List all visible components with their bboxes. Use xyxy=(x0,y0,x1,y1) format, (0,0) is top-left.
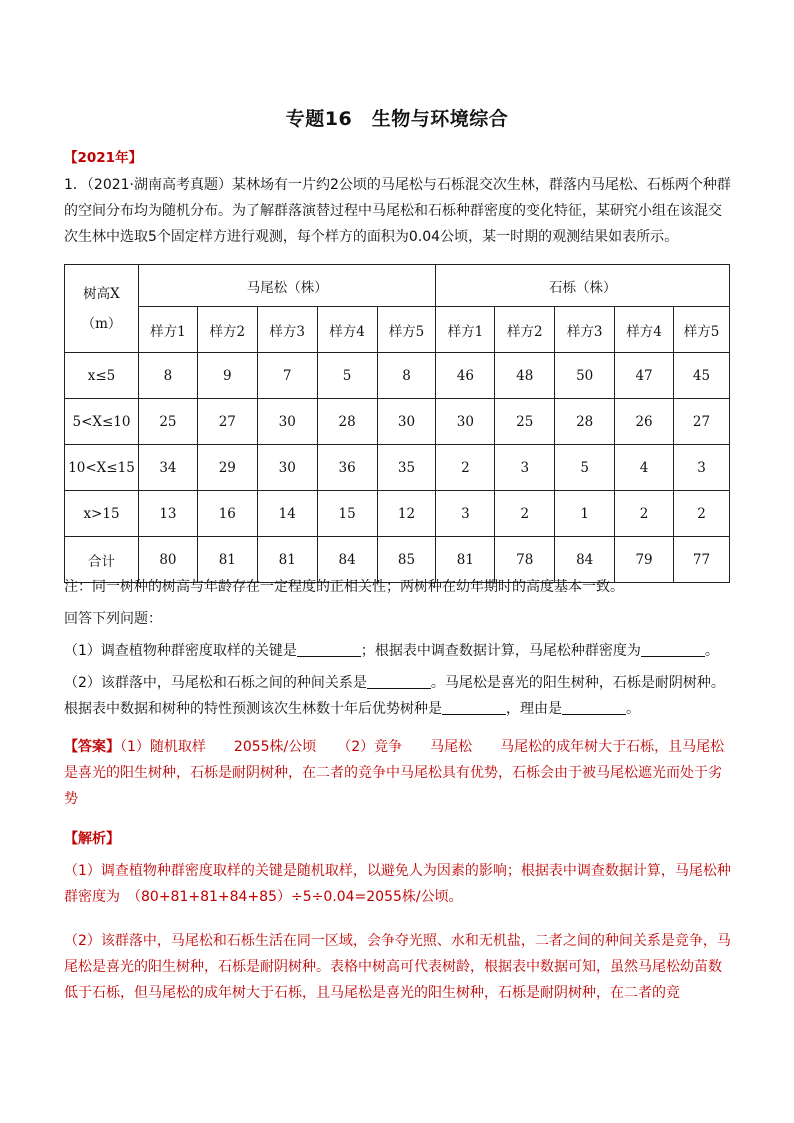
sub-q2-part-c: 根据表中数据和树种的特性预测该次生林数十年后优势树种是 xyxy=(64,701,442,717)
table-cell: 84 xyxy=(555,537,615,583)
sub-header: 样方3 xyxy=(555,307,615,353)
table-row xyxy=(65,491,730,537)
sub-header: 样方1 xyxy=(436,307,495,353)
table-cell: 29 xyxy=(197,445,257,491)
table-cell: 81 xyxy=(436,537,495,583)
table-cell: 9 xyxy=(197,353,257,399)
question-number: 1． xyxy=(64,177,87,193)
sub-q1-part-a: （1）调查植物种群密度取样的关键是 xyxy=(64,643,297,659)
table-cell: 13 xyxy=(138,491,197,537)
table-cell: 46 xyxy=(436,353,495,399)
table-cell: 3 xyxy=(674,445,730,491)
table-cell: 5 xyxy=(317,353,377,399)
observation-table xyxy=(64,264,730,583)
sub-header: 样方4 xyxy=(615,307,674,353)
analysis-paragraph-1: （1）调查植物种群密度取样的关键是随机取样，以避免人为因素的影响；根据表中调查数据计算，马尾松种群密度为 （80+81+81+84+85）÷5÷0.04=2055株/公顷。 xyxy=(64,863,731,905)
table-row xyxy=(65,399,730,445)
table-cell: 84 xyxy=(317,537,377,583)
table-cell: 30 xyxy=(257,399,317,445)
sub-question-2 xyxy=(64,670,744,722)
table-cell: 30 xyxy=(257,445,317,491)
table-cell: 4 xyxy=(615,445,674,491)
table-cell: 8 xyxy=(377,353,436,399)
table-cell: 36 xyxy=(317,445,377,491)
table-cell: 2 xyxy=(495,491,555,537)
sub-header: 样方2 xyxy=(495,307,555,353)
table-cell: 34 xyxy=(138,445,197,491)
table-cell: 12 xyxy=(377,491,436,537)
table-cell: 78 xyxy=(495,537,555,583)
answer-blank xyxy=(562,700,626,715)
sub-q2-part-e: 。 xyxy=(626,701,640,717)
sub-header: 样方2 xyxy=(197,307,257,353)
question-source: （2021·湖南高考真题） xyxy=(86,177,233,193)
answer-blank xyxy=(442,700,506,715)
table-cell: 2 xyxy=(615,491,674,537)
row-label: x≤5 xyxy=(65,353,139,399)
analysis-paragraph-2: （2）该群落中，马尾松和石栎生活在同一区域，会争夺光照、水和无机盐，二者之间的种间关系是竞争，马尾松是喜光的阳生树种，石栎是耐阴树种。表格中树高可代表树龄，根据表中数据可知，虽然马尾松幼苗数低于石栎，但马尾松的成年树大于石栎，且马尾松是喜光的阳生树种，石栎是耐阴树种，在二者的竞 xyxy=(64,933,731,1001)
table-cell: 15 xyxy=(317,491,377,537)
table-cell: 77 xyxy=(674,537,730,583)
table-cell: 48 xyxy=(495,353,555,399)
group-header-masson-pine: 马尾松（株） xyxy=(138,265,435,307)
sub-q1-part-b: ；根据表中调查数据计算，马尾松种群密度为 xyxy=(360,643,641,659)
answer-blank xyxy=(367,674,431,689)
table-note: 注：同一树种的树高与年龄存在一定程度的正相关性；两树种在幼年期时的高度基本一致。 xyxy=(64,579,624,595)
analysis-label xyxy=(64,826,732,852)
row-header-cell xyxy=(65,265,139,353)
prompt-text: 回答下列问题： xyxy=(64,611,162,627)
table-row xyxy=(65,353,730,399)
sub-q2-part-d: ，理由是 xyxy=(506,701,562,717)
question-text: 某林场有一片约2公顷的马尾松与石栎混交次生林，群落内马尾松、石栎两个种群的空间分布均为随机分布。为了解群落演替过程中马尾松和石栎种群密度的变化特征，某研究小组在该混交次生林中选取5个固定样方进行观测，每个样方的面积为0.04公顷，某一时期的观测结果如表所示。 xyxy=(64,177,731,245)
row-header-line1: 树高X xyxy=(83,285,120,302)
table-cell: 27 xyxy=(674,399,730,445)
sub-header: 样方5 xyxy=(377,307,436,353)
page-title: 专题16 生物与环境综合 xyxy=(285,108,509,130)
row-label: 合计 xyxy=(65,537,139,583)
table-cell: 28 xyxy=(555,399,615,445)
table-cell: 25 xyxy=(495,399,555,445)
table-cell: 5 xyxy=(555,445,615,491)
table-cell: 16 xyxy=(197,491,257,537)
sub-header: 样方4 xyxy=(317,307,377,353)
table-cell: 80 xyxy=(138,537,197,583)
row-label: 10<X≤15 xyxy=(65,445,139,491)
row-label: 5<X≤10 xyxy=(65,399,139,445)
answer-block xyxy=(64,734,732,812)
table-cell: 7 xyxy=(257,353,317,399)
table-cell: 30 xyxy=(377,399,436,445)
table-cell: 81 xyxy=(197,537,257,583)
sub-question-1 xyxy=(64,638,744,664)
table-cell: 79 xyxy=(615,537,674,583)
answer-blank xyxy=(297,642,361,657)
table-cell: 8 xyxy=(138,353,197,399)
table-cell: 2 xyxy=(436,445,495,491)
table-cell: 2 xyxy=(674,491,730,537)
table-cell: 85 xyxy=(377,537,436,583)
analysis-label-text: 【解析】 xyxy=(64,831,120,847)
table-row xyxy=(65,445,730,491)
group-header-oak: 石栎（株） xyxy=(436,265,730,307)
table-cell: 27 xyxy=(197,399,257,445)
table-cell: 81 xyxy=(257,537,317,583)
sub-header: 样方5 xyxy=(674,307,730,353)
sub-header: 样方3 xyxy=(257,307,317,353)
year-tag: 【2021年】 xyxy=(64,150,143,166)
table-cell: 3 xyxy=(436,491,495,537)
question-stem xyxy=(64,172,732,250)
answer-blank xyxy=(641,642,705,657)
table-cell: 35 xyxy=(377,445,436,491)
sub-header: 样方1 xyxy=(138,307,197,353)
sub-q2-part-a: （2）该群落中，马尾松和石栎之间的种间关系是 xyxy=(64,675,367,691)
table-cell: 50 xyxy=(555,353,615,399)
table-cell: 3 xyxy=(495,445,555,491)
sub-q2-part-b: 。马尾松是喜光的阳生树种，石栎是耐阴树种。 xyxy=(430,675,725,691)
row-label: x>15 xyxy=(65,491,139,537)
table-cell: 1 xyxy=(555,491,615,537)
table-cell: 47 xyxy=(615,353,674,399)
table-cell: 28 xyxy=(317,399,377,445)
table-cell: 26 xyxy=(615,399,674,445)
answer-text: （1）随机取样 2055株/公顷 （2）竞争 马尾松 马尾松的成年树大于石栎，且马尾松是喜光的阳生树种，石栎是耐阴树种，在二者的竞争中马尾松具有优势，石栎会由于被马尾松遮光而处于劣势 xyxy=(64,739,725,807)
table-cell: 25 xyxy=(138,399,197,445)
sub-q1-part-c: 。 xyxy=(704,643,719,659)
answer-label: 【答案】 xyxy=(64,739,120,755)
row-header-line2: （m） xyxy=(81,315,122,332)
table-cell: 45 xyxy=(674,353,730,399)
table-cell: 30 xyxy=(436,399,495,445)
table-cell: 14 xyxy=(257,491,317,537)
